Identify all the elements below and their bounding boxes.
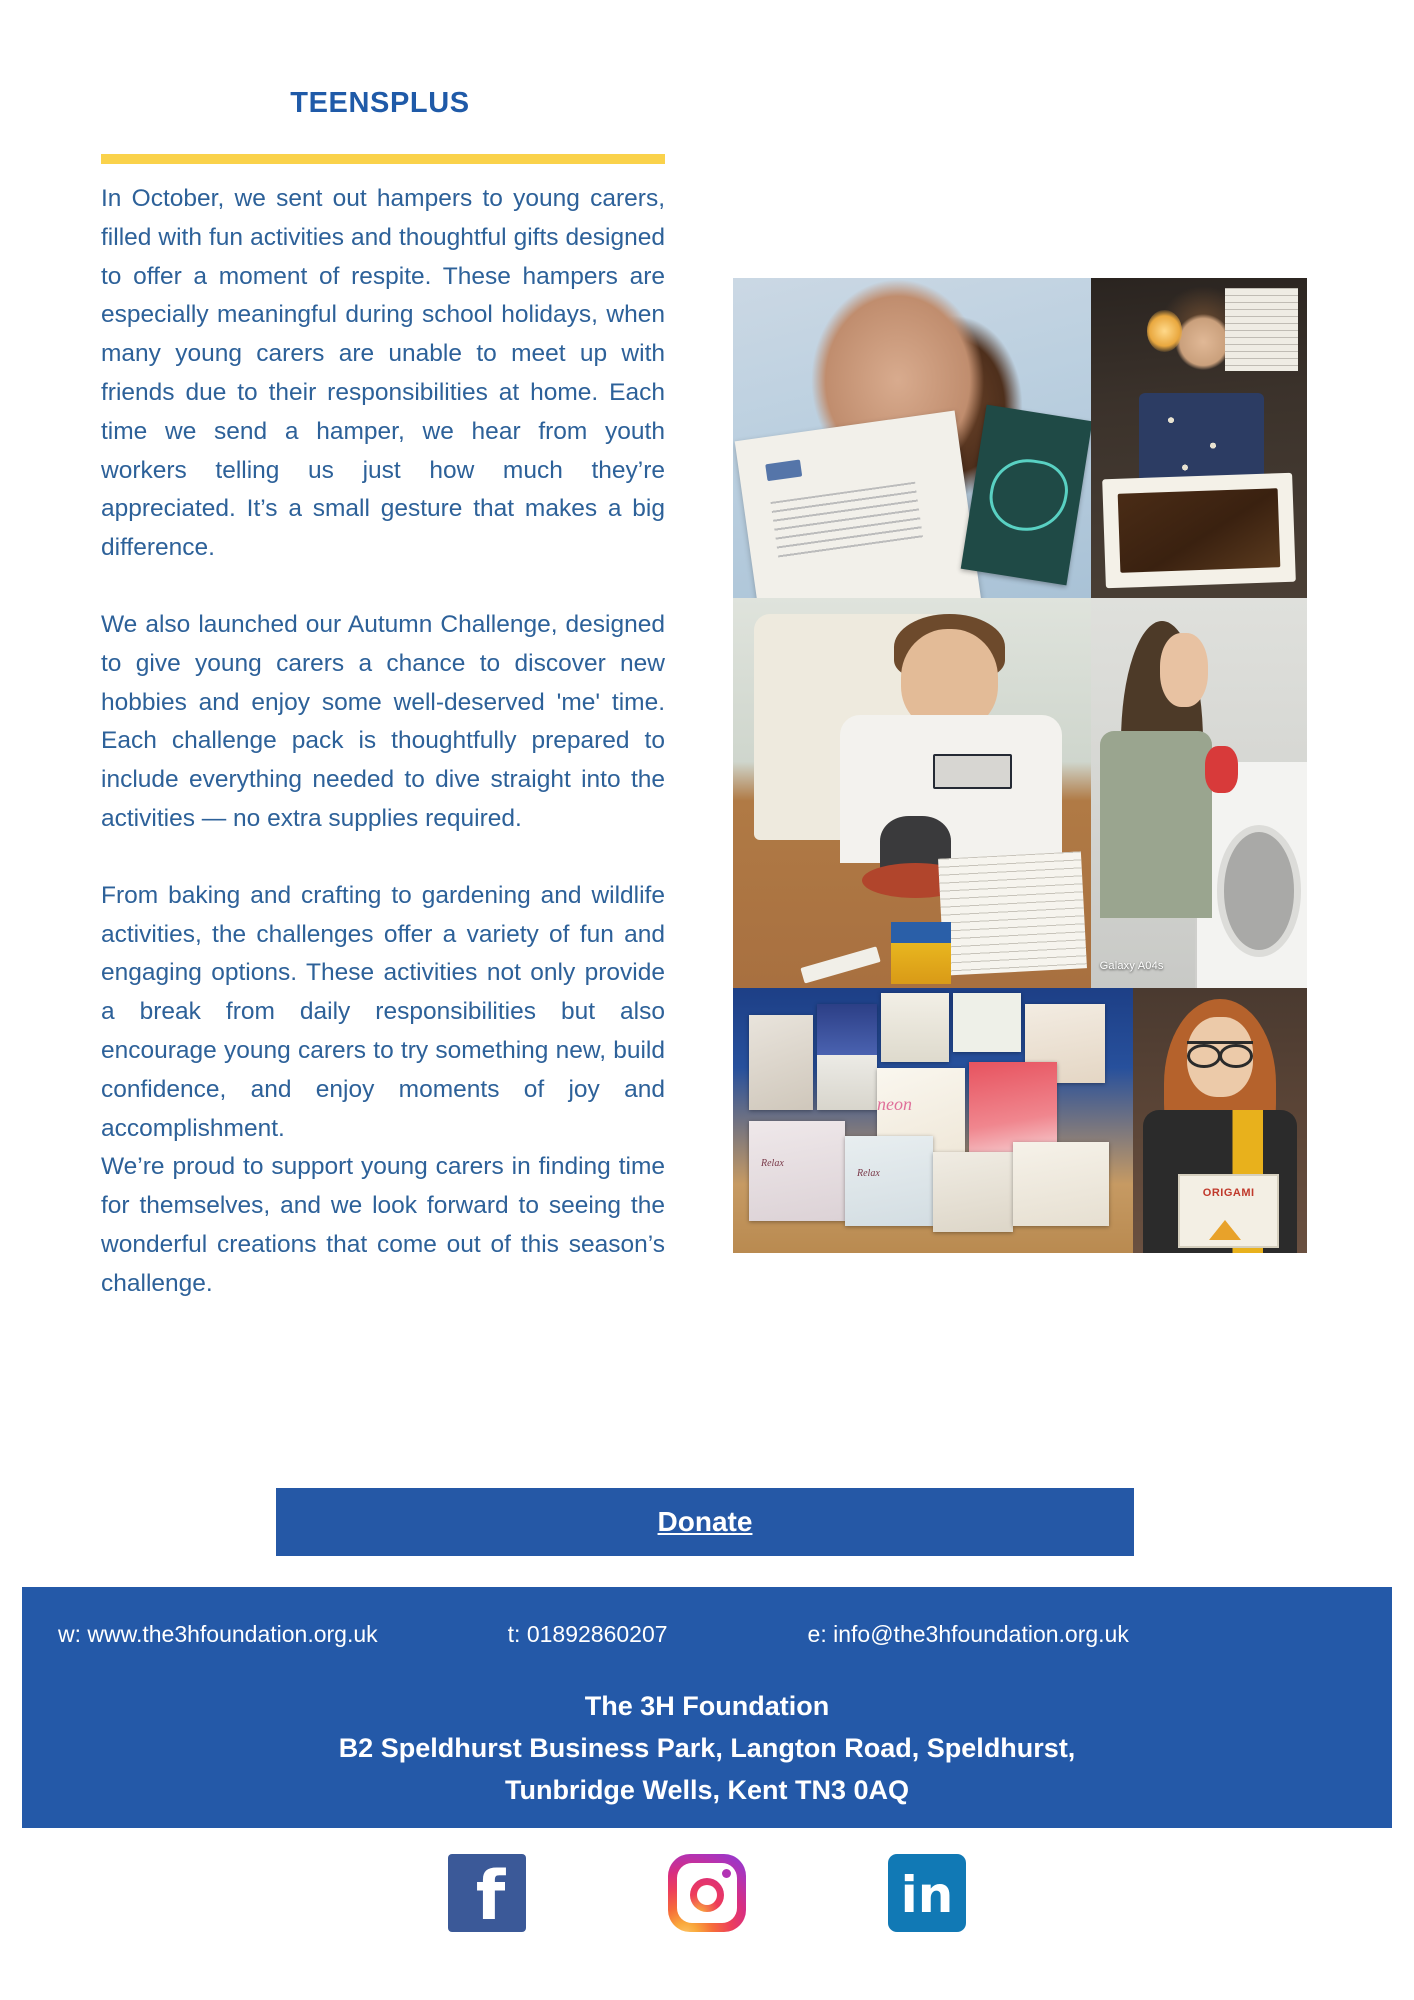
origami-pack-graphic — [1178, 1174, 1279, 1248]
instagram-icon[interactable] — [668, 1854, 746, 1932]
pack-item — [881, 993, 949, 1062]
shirt-graphic — [840, 715, 1062, 863]
neon-label: neon — [877, 1094, 912, 1114]
photo-girl-with-origami-pack — [1133, 988, 1307, 1253]
seed-packet-graphic — [891, 922, 952, 984]
origami-fold-graphic — [1209, 1220, 1241, 1240]
footer-address — [22, 1685, 1392, 1811]
photo-collage — [733, 278, 1307, 1253]
relax-label-b: Relax — [857, 1168, 880, 1180]
pack-item — [817, 1004, 877, 1110]
facebook-icon[interactable] — [448, 1854, 526, 1937]
yellow-divider — [101, 154, 665, 164]
paragraph-2: We also launched our Autumn Challenge, designed to give young carers a chance to discover new hobbies and enjoy some well-deserved 'me' time. Each challenge pack is thoughtfully prepared to include everything needed to dive straight into the activities — no extra supplies required. — [101, 610, 665, 832]
pack-item — [749, 1015, 813, 1110]
donate-button[interactable] — [276, 1488, 1134, 1556]
paragraph-3: From baking and crafting to gardening and wildlife activities, the challenges offer a variety of fun and engaging options. These activities not only provide a break from daily responsibilities but also encourage young carers to try something new, build confidence, and enjoy moments of joy and accomplishment. — [101, 881, 665, 1142]
contact-row — [22, 1621, 1392, 1648]
photo-watermark: Galaxy A04s — [1099, 960, 1164, 973]
clothing-graphic — [1100, 731, 1212, 918]
red-item-graphic — [1205, 746, 1237, 793]
footer-address-line-1: B2 Speldhurst Business Park, Langton Road, Speldhurst, — [338, 1733, 1076, 1763]
baking-tray-graphic — [1102, 473, 1296, 588]
photo-girl-with-letter — [733, 278, 1091, 598]
lamp-glow-graphic — [1147, 310, 1182, 352]
footer-org-name: The 3H Foundation — [584, 1691, 830, 1721]
linkedin-icon[interactable] — [888, 1854, 966, 1932]
photo-girl-at-washing-machine — [1091, 598, 1307, 988]
relax-label-a: Relax — [761, 1157, 784, 1169]
section-heading — [100, 88, 660, 120]
photo-girl-with-baking-tray — [1091, 278, 1307, 598]
glasses-graphic — [1187, 1041, 1253, 1062]
pack-item — [1013, 1142, 1109, 1227]
facebook-glyph: f — [475, 1857, 506, 1937]
photo-challenge-pack-flatlay — [733, 988, 1133, 1253]
collage-row-2 — [733, 598, 1307, 988]
paragraph-1: In October, we sent out hampers to young carers, filled with fun activities and thoughtful gifts designed to offer a moment of respite. These hampers are especially meaningful during school holidays, when many young carers are unable to meet up with friends due to their responsibilities at home. Each time we send a hamper, we hear from youth workers telling us just how much they’re appreciated. It’s a small gesture that makes a big difference. — [101, 185, 665, 562]
footer-address-line-2: Tunbridge Wells, Kent TN3 0AQ — [504, 1775, 910, 1805]
collage-row-1 — [733, 278, 1307, 598]
article-body — [101, 180, 665, 1304]
footer-email[interactable]: e: info@the3hfoundation.org.uk — [807, 1621, 1129, 1647]
donate-button-label: Donate — [657, 1506, 753, 1537]
pack-item — [749, 1121, 845, 1222]
page-title: TEENSPLUS — [290, 87, 470, 119]
social-links — [0, 1854, 1414, 1937]
face-graphic — [1160, 633, 1208, 707]
letter-graphic — [735, 411, 982, 598]
instagram-dot — [722, 1869, 731, 1878]
origami-pack-label: ORIGAMI — [1202, 1186, 1255, 1199]
linkedin-glyph: in — [900, 1866, 954, 1924]
collage-row-3 — [733, 988, 1307, 1253]
instagram-lens-ring — [690, 1878, 724, 1912]
paragraph-4: We’re proud to support young carers in finding time for themselves, and we look forward to seeing the wonderful creations that come out of this season’s challenge. — [101, 1153, 665, 1297]
instruction-sheet-graphic — [938, 852, 1087, 976]
glow-box-graphic — [961, 405, 1091, 586]
photo-boy-with-clay — [733, 598, 1091, 988]
shirt-logo-graphic — [933, 754, 1012, 789]
pack-item — [845, 1136, 933, 1226]
tool-graphic — [800, 946, 880, 983]
footer-website[interactable]: w: www.the3hfoundation.org.uk — [58, 1621, 378, 1647]
note-graphic — [1225, 288, 1298, 371]
footer-telephone[interactable]: t: 01892860207 — [507, 1621, 668, 1647]
pack-item — [953, 993, 1021, 1051]
pack-item — [933, 1152, 1013, 1232]
footer-panel — [22, 1587, 1392, 1828]
